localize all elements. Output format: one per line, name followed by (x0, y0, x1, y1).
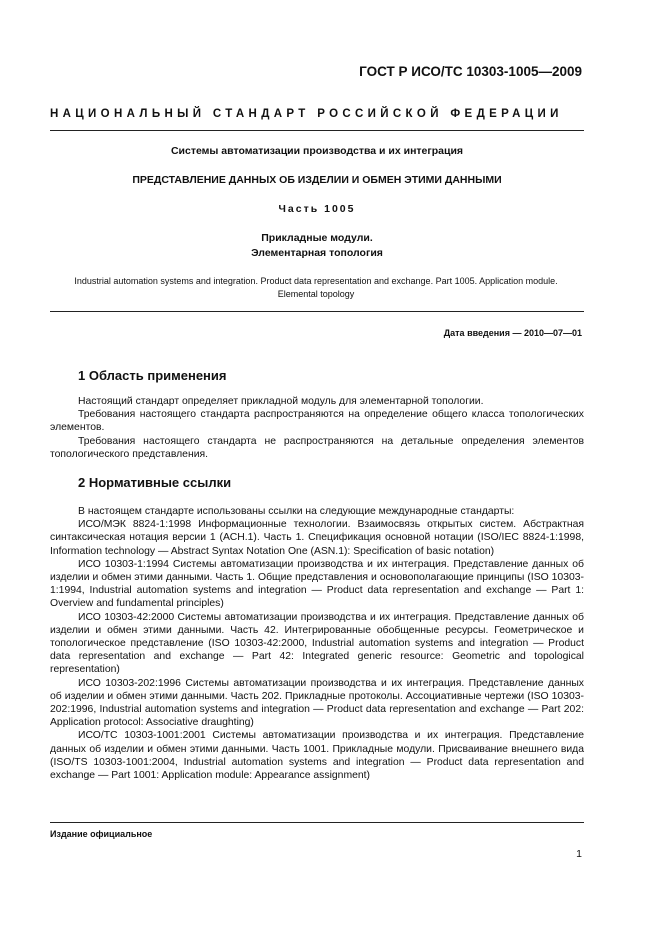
english-title: Industrial automation systems and integration. Product data representation and exchange. Part 1005. Application module. Elemental topology (74, 276, 558, 299)
paragraph: В настоящем стандарте использованы ссылки на следующие международные стандарты: (78, 506, 515, 517)
national-standard-banner: НАЦИОНАЛЬНЫЙ СТАНДАРТ РОССИЙСКОЙ ФЕДЕРАЦИИ (50, 108, 563, 120)
part-number: Часть 1005 (278, 203, 356, 215)
page-number: 1 (576, 848, 582, 860)
introduction-date: Дата введения — 2010—07—01 (443, 328, 582, 338)
title-line-1: Системы автоматизации производства и их интеграция (170, 145, 464, 157)
footer-divider (50, 822, 584, 823)
paragraph: Настоящий стандарт определяет прикладной модуль для элементарной топологии. (78, 396, 484, 407)
subtitle-line-1: Прикладные модули. (261, 232, 373, 244)
paragraph: Требования настоящего стандарта не распространяются на детальные определения элементов топологического представления. (50, 435, 584, 460)
title-divider (50, 311, 584, 312)
reference-item: ИСО/ТС 10303-1001:2001 Системы автоматизации производства и их интеграция. Представление данных об изделии и обмен этими данными. Часть 1001. Прикладные модули. Присваивание внешнего вида (ISO/TS 10303-1001:2004, Industrial automation systems and integration — Product data representation and exchange — Part 1001: Application module: Appearance assignment) (50, 730, 584, 782)
standard-code: ГОСТ Р ИСО/ТС 10303-1005—2009 (359, 64, 582, 79)
section-2-heading: 2 Нормативные ссылки (78, 475, 232, 490)
reference-item: ИСО 10303-202:1996 Системы автоматизации производства и их интеграция. Представление данных об изделии и обмен этими данными. Часть 202. Прикладные протоколы. Ассоциативные чертежи (ISO 10303-202:1996, Industrial automation systems and integration — Product data representation and exchange — Part 202: Application protocol: Associative draughting) (50, 677, 584, 729)
official-edition-note: Издание официальное (50, 829, 153, 839)
section-1-body (50, 395, 584, 461)
reference-item: ИСО 10303-42:2000 Системы автоматизации производства и их интеграция. Представление данных об изделии и обмен этими данными. Часть 42. Интегрированные обобщенные ресурсы. Геометрическое и топологическое представление (ISO 10303-42:2000, Industrial automation systems and integration — Product data representation and exchange — Part 42: Integrated generic resource: Geometric and topological representation) (50, 611, 584, 676)
paragraph: Требования настоящего стандарта распространяются на определение общего класса топологических элементов. (50, 409, 584, 434)
subtitle-line-2: Элементарная топология (251, 247, 383, 259)
top-divider (50, 130, 584, 131)
reference-item: ИСО/МЭК 8824-1:1998 Информационные технологии. Взаимосвязь открытых систем. Абстрактная синтаксическая нотация версии 1 (АСН.1). Часть 1. Спецификация основной нотации (ISO/IEC 8824-1:1998, Information technology — Abstract Syntax Notation One (ASN.1): Specification of basic notation) (50, 519, 584, 557)
reference-item: ИСО 10303-1:1994 Системы автоматизации производства и их интеграция. Представление данных об изделии и обмен этими данными. Часть 1. Общие представления и основополагающие принципы (ISO 10303-1:1994, Industrial automation systems and integration — Product data representation and exchange — Part 1: Overview and fundamental principles) (50, 558, 584, 610)
section-1-heading: 1 Область применения (78, 368, 227, 383)
title-line-2: ПРЕДСТАВЛЕНИЕ ДАННЫХ ОБ ИЗДЕЛИИ И ОБМЕН ЭТИМИ ДАННЫМИ (132, 174, 502, 186)
section-2-body (50, 505, 584, 782)
